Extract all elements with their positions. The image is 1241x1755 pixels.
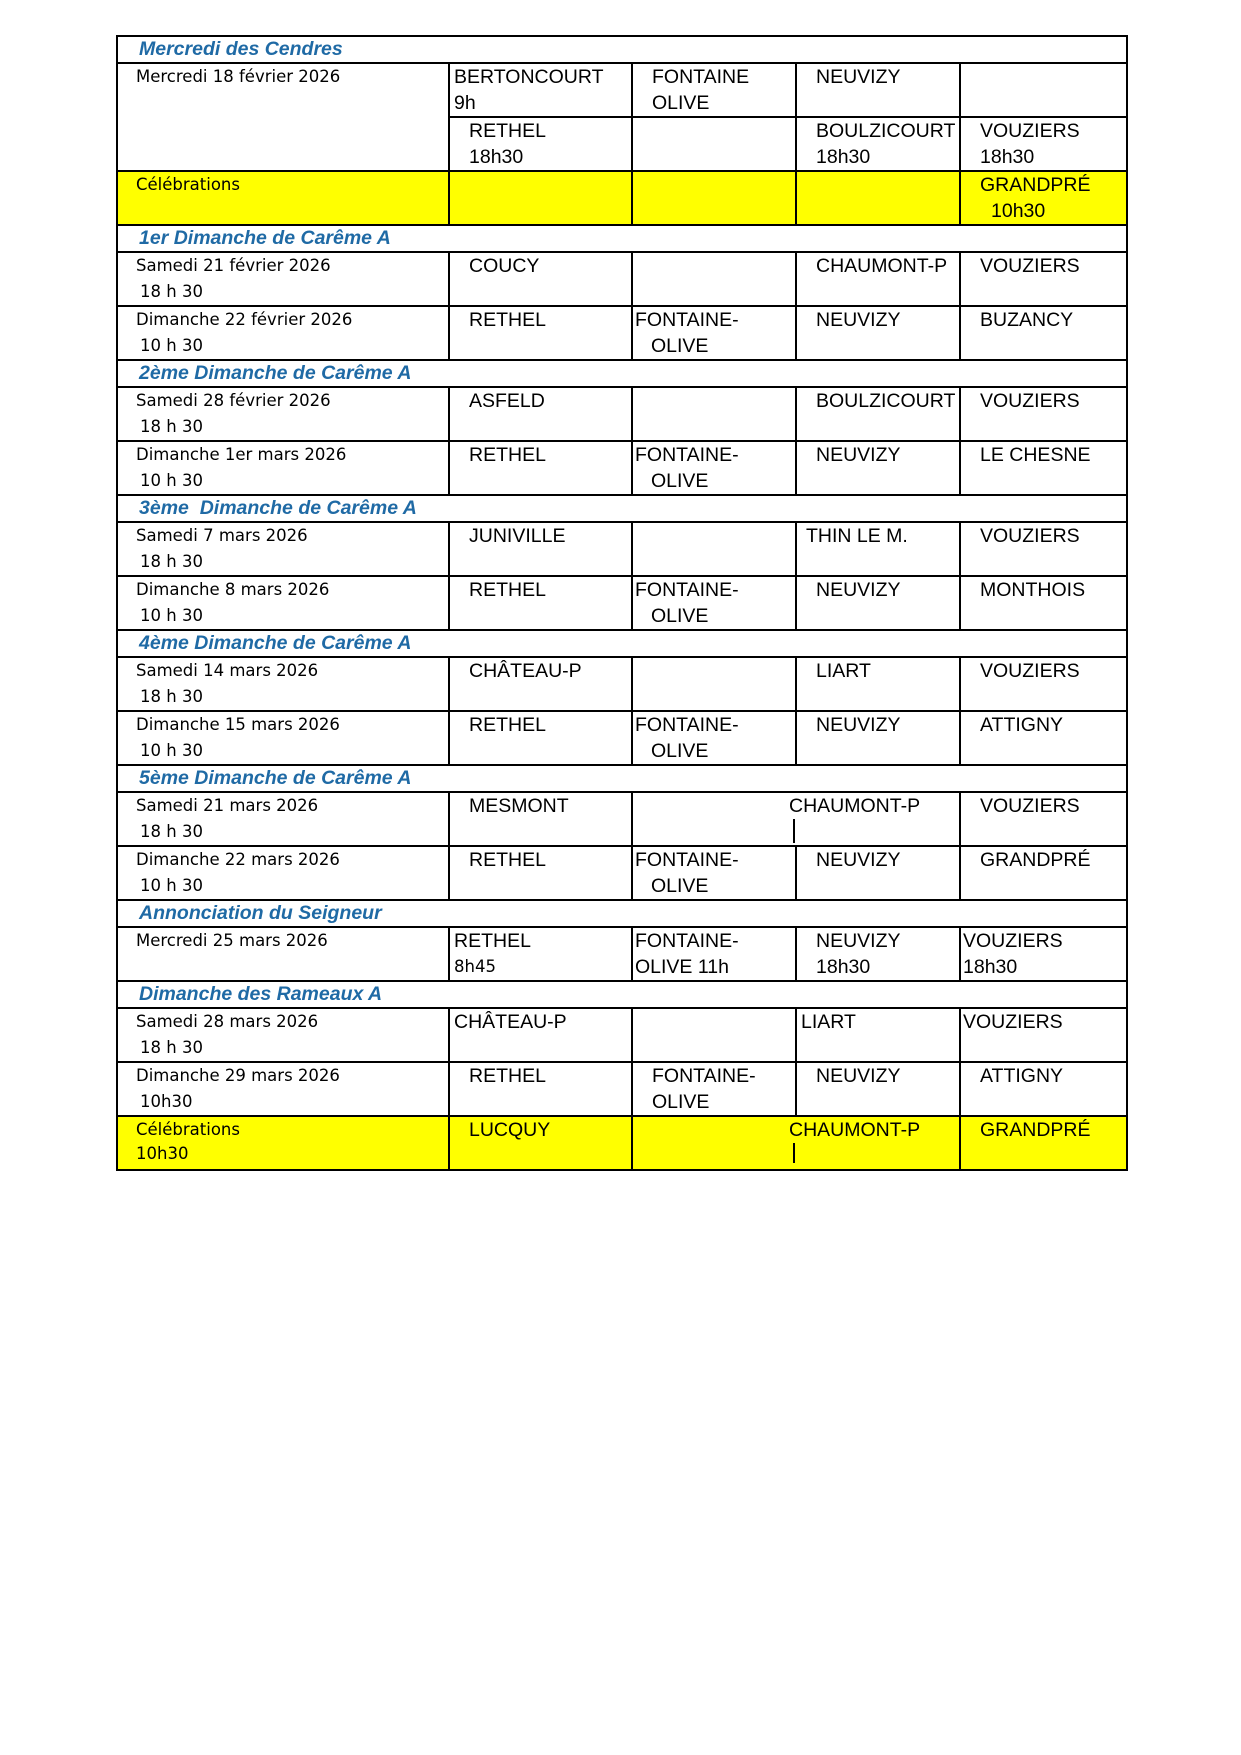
date-cell: Célébrations bbox=[117, 171, 449, 225]
celebrations-row bbox=[117, 1116, 1127, 1170]
parish-cell: RETHEL bbox=[449, 441, 632, 495]
parish-cell: FONTAINE- OLIVE bbox=[632, 1062, 796, 1116]
schedule-row bbox=[117, 576, 1127, 630]
schedule-row bbox=[117, 441, 1127, 495]
parish-cell: VOUZIERS bbox=[960, 522, 1127, 576]
parish-cell: LIART bbox=[796, 1008, 960, 1062]
parish-cell: VOUZIERS bbox=[960, 657, 1127, 711]
parish-cell: RETHEL 8h45 bbox=[449, 927, 632, 981]
parish-cell: COUCY bbox=[449, 252, 632, 306]
parish-cell: LIART bbox=[796, 657, 960, 711]
section-header: 1er Dimanche de Carême A bbox=[117, 225, 1127, 252]
parish-cell bbox=[632, 171, 796, 225]
date-cell: Samedi 7 mars 2026 18 h 30 bbox=[117, 522, 449, 576]
parish-cell: VOUZIERS 18h30 bbox=[960, 927, 1127, 981]
parish-cell: BERTONCOURT 9h bbox=[449, 63, 632, 117]
parish-cell: RETHEL bbox=[449, 1062, 632, 1116]
date-cell: Dimanche 29 mars 2026 10h30 bbox=[117, 1062, 449, 1116]
parish-cell: VOUZIERS bbox=[960, 1008, 1127, 1062]
parish-cell bbox=[632, 522, 796, 576]
date-cell: Célébrations 10h30 bbox=[117, 1116, 449, 1170]
section-header: 3ème Dimanche de Carême A bbox=[117, 495, 1127, 522]
parish-cell: GRANDPRÉ bbox=[960, 1116, 1127, 1170]
section-header: 4ème Dimanche de Carême A bbox=[117, 630, 1127, 657]
parish-cell: NEUVIZY bbox=[796, 306, 960, 360]
parish-cell: FONTAINE- OLIVE 11h bbox=[632, 927, 796, 981]
section-header: 2ème Dimanche de Carême A bbox=[117, 360, 1127, 387]
parish-cell bbox=[632, 117, 796, 171]
parish-cell bbox=[796, 171, 960, 225]
parish-cell: NEUVIZY 18h30 bbox=[796, 927, 960, 981]
parish-cell: BOULZICOURT 18h30 bbox=[796, 117, 960, 171]
parish-cell: CHAUMONT-P bbox=[632, 792, 960, 846]
parish-cell: RETHEL bbox=[449, 576, 632, 630]
parish-cell: ATTIGNY bbox=[960, 711, 1127, 765]
parish-cell: NEUVIZY bbox=[796, 711, 960, 765]
schedule-row bbox=[117, 306, 1127, 360]
date-cell: Dimanche 22 février 2026 10 h 30 bbox=[117, 306, 449, 360]
schedule-row bbox=[117, 657, 1127, 711]
parish-cell bbox=[960, 63, 1127, 117]
parish-cell: RETHEL bbox=[449, 711, 632, 765]
parish-cell bbox=[632, 387, 796, 441]
parish-cell: LE CHESNE bbox=[960, 441, 1127, 495]
parish-cell: JUNIVILLE bbox=[449, 522, 632, 576]
date-cell: Dimanche 8 mars 2026 10 h 30 bbox=[117, 576, 449, 630]
parish-cell: FONTAINE OLIVE bbox=[632, 63, 796, 117]
date-cell: Mercredi 25 mars 2026 bbox=[117, 927, 449, 981]
date-cell: Samedi 28 février 2026 18 h 30 bbox=[117, 387, 449, 441]
schedule-row bbox=[117, 522, 1127, 576]
date-cell: Samedi 28 mars 2026 18 h 30 bbox=[117, 1008, 449, 1062]
parish-cell: CHÂTEAU-P bbox=[449, 1008, 632, 1062]
parish-cell: NEUVIZY bbox=[796, 441, 960, 495]
schedule-row bbox=[117, 927, 1127, 981]
parish-cell: LUCQUY bbox=[449, 1116, 632, 1170]
parish-cell: GRANDPRÉ bbox=[960, 846, 1127, 900]
date-cell: Mercredi 18 février 2026 bbox=[117, 63, 449, 171]
date-cell: Samedi 21 février 2026 18 h 30 bbox=[117, 252, 449, 306]
section-header: Annonciation du Seigneur bbox=[117, 900, 1127, 927]
parish-cell: NEUVIZY bbox=[796, 846, 960, 900]
parish-cell bbox=[449, 171, 632, 225]
date-cell: Dimanche 22 mars 2026 10 h 30 bbox=[117, 846, 449, 900]
date-cell: Dimanche 15 mars 2026 10 h 30 bbox=[117, 711, 449, 765]
mass-schedule-table bbox=[116, 35, 1128, 1171]
parish-cell: NEUVIZY bbox=[796, 1062, 960, 1116]
schedule-row bbox=[117, 387, 1127, 441]
parish-cell: VOUZIERS 18h30 bbox=[960, 117, 1127, 171]
parish-cell: ASFELD bbox=[449, 387, 632, 441]
parish-cell: THIN LE M. bbox=[796, 522, 960, 576]
parish-cell: MESMONT bbox=[449, 792, 632, 846]
parish-cell: CHÂTEAU-P bbox=[449, 657, 632, 711]
divider bbox=[793, 819, 795, 843]
schedule-row bbox=[117, 1008, 1127, 1062]
parish-cell: ATTIGNY bbox=[960, 1062, 1127, 1116]
schedule-row bbox=[117, 846, 1127, 900]
parish-cell: VOUZIERS bbox=[960, 387, 1127, 441]
section-header: 5ème Dimanche de Carême A bbox=[117, 765, 1127, 792]
parish-cell bbox=[632, 1008, 796, 1062]
parish-cell bbox=[632, 657, 796, 711]
parish-cell: FONTAINE- OLIVE bbox=[632, 576, 796, 630]
date-cell: Dimanche 1er mars 2026 10 h 30 bbox=[117, 441, 449, 495]
parish-cell: GRANDPRÉ 10h30 bbox=[960, 171, 1127, 225]
parish-cell: BUZANCY bbox=[960, 306, 1127, 360]
schedule-row bbox=[117, 63, 1127, 117]
section-header: Mercredi des Cendres bbox=[117, 36, 1127, 63]
parish-cell: MONTHOIS bbox=[960, 576, 1127, 630]
section-header: Dimanche des Rameaux A bbox=[117, 981, 1127, 1008]
parish-cell: RETHEL 18h30 bbox=[449, 117, 632, 171]
parish-cell: FONTAINE- OLIVE bbox=[632, 846, 796, 900]
schedule-row bbox=[117, 792, 1127, 846]
parish-cell: CHAUMONT-P bbox=[632, 1116, 960, 1170]
schedule-row bbox=[117, 1062, 1127, 1116]
parish-cell: FONTAINE- OLIVE bbox=[632, 711, 796, 765]
parish-cell: RETHEL bbox=[449, 846, 632, 900]
parish-cell: RETHEL bbox=[449, 306, 632, 360]
date-cell: Samedi 21 mars 2026 18 h 30 bbox=[117, 792, 449, 846]
divider bbox=[793, 1143, 795, 1163]
parish-cell: NEUVIZY bbox=[796, 63, 960, 117]
parish-cell bbox=[632, 252, 796, 306]
parish-cell: BOULZICOURT bbox=[796, 387, 960, 441]
schedule-row bbox=[117, 252, 1127, 306]
parish-cell: CHAUMONT-P bbox=[796, 252, 960, 306]
celebrations-row bbox=[117, 171, 1127, 225]
parish-cell: FONTAINE- OLIVE bbox=[632, 306, 796, 360]
schedule-row bbox=[117, 711, 1127, 765]
parish-cell: VOUZIERS bbox=[960, 252, 1127, 306]
parish-cell: NEUVIZY bbox=[796, 576, 960, 630]
parish-cell: FONTAINE- OLIVE bbox=[632, 441, 796, 495]
date-cell: Samedi 14 mars 2026 18 h 30 bbox=[117, 657, 449, 711]
parish-cell: VOUZIERS bbox=[960, 792, 1127, 846]
